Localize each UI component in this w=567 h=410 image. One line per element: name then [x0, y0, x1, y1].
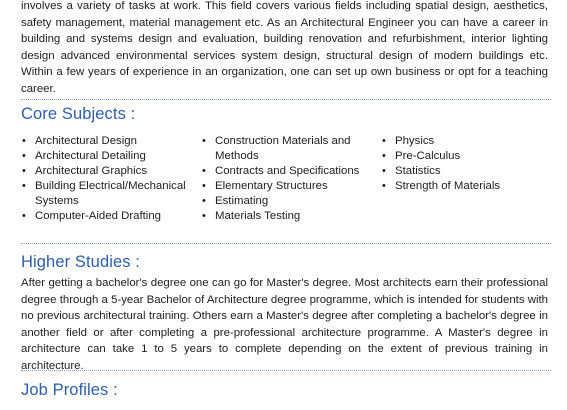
section-divider: [21, 99, 551, 100]
list-item: [381, 149, 531, 164]
subject-label: Elementary Structures: [215, 180, 328, 192]
core-subjects-column-1: [21, 134, 191, 224]
list-item: [21, 164, 191, 179]
bullet-icon: •: [22, 150, 26, 162]
subject-label: Construction Materials and Methods: [215, 135, 351, 162]
section-divider: [21, 243, 551, 244]
higher-studies-paragraph: After getting a bachelor's degree one can go for Master's degree. Most architects earn their professional degree through a 5-year Bachelor of Architecture degree programme, which is intended for students with no previous architectural training. Others earn a Master's degree after completing a bachelor's degree in another field or after completing a pre-professional architecture programme. A Master's degree in architecture can take 1 to 5 years to complete depending on the extent of previous training in architecture.: [21, 277, 548, 372]
section-divider: [21, 370, 551, 371]
subject-label: Materials Testing: [215, 210, 301, 222]
list-item: [201, 209, 361, 224]
bullet-icon: •: [202, 195, 206, 207]
subject-label: Building Electrical/Mechanical Systems: [35, 180, 186, 207]
subject-label: Architectural Graphics: [35, 165, 148, 177]
subject-label: Physics: [395, 135, 435, 147]
subject-label: Pre-Calculus: [395, 150, 461, 162]
subject-label: Strength of Materials: [395, 180, 501, 192]
subject-label: Architectural Design: [35, 135, 137, 147]
subject-label: Architectural Detailing: [35, 150, 146, 162]
bullet-icon: •: [22, 180, 26, 192]
core-subjects-column-3: [381, 134, 531, 194]
core-subjects-column-2: [201, 134, 361, 224]
bullet-icon: •: [382, 150, 386, 162]
bullet-icon: •: [202, 180, 206, 192]
bullet-icon: •: [382, 180, 386, 192]
list-item: [201, 179, 361, 194]
bullet-icon: •: [202, 135, 206, 147]
list-item: [21, 134, 191, 149]
list-item: [21, 209, 191, 224]
subject-label: Estimating: [215, 195, 269, 207]
list-item: [201, 134, 361, 164]
higher-studies-heading: Higher Studies :: [21, 253, 140, 271]
core-subjects-heading: Core Subjects :: [21, 105, 136, 123]
list-item: [201, 164, 361, 179]
bullet-icon: •: [202, 210, 206, 222]
intro-paragraph: involves a variety of tasks at work. This field covers various fields including spatial design, aesthetics, safety management, material management etc. As an Architectural Engineer you can have a career in building and systems design and evaluation, building renovation and refurbishment, interior lighting design advanced environmental services system design, structural design of modern buildings etc. Within a few years of experience in an organization, one can set up own business or opt for a teaching career.: [21, 0, 548, 95]
subject-label: Contracts and Specifications: [215, 165, 360, 177]
bullet-icon: •: [22, 165, 26, 177]
bullet-icon: •: [22, 210, 26, 222]
bullet-icon: •: [202, 165, 206, 177]
list-item: [381, 179, 531, 194]
bullet-icon: •: [382, 135, 386, 147]
list-item: [381, 164, 531, 179]
list-item: [21, 149, 191, 164]
job-profiles-heading: Job Profiles :: [21, 381, 118, 399]
list-item: [201, 194, 361, 209]
subject-label: Statistics: [395, 165, 441, 177]
bullet-icon: •: [22, 135, 26, 147]
list-item: [381, 134, 531, 149]
subject-label: Computer-Aided Drafting: [35, 210, 161, 222]
bullet-icon: •: [382, 165, 386, 177]
list-item: [21, 179, 191, 209]
